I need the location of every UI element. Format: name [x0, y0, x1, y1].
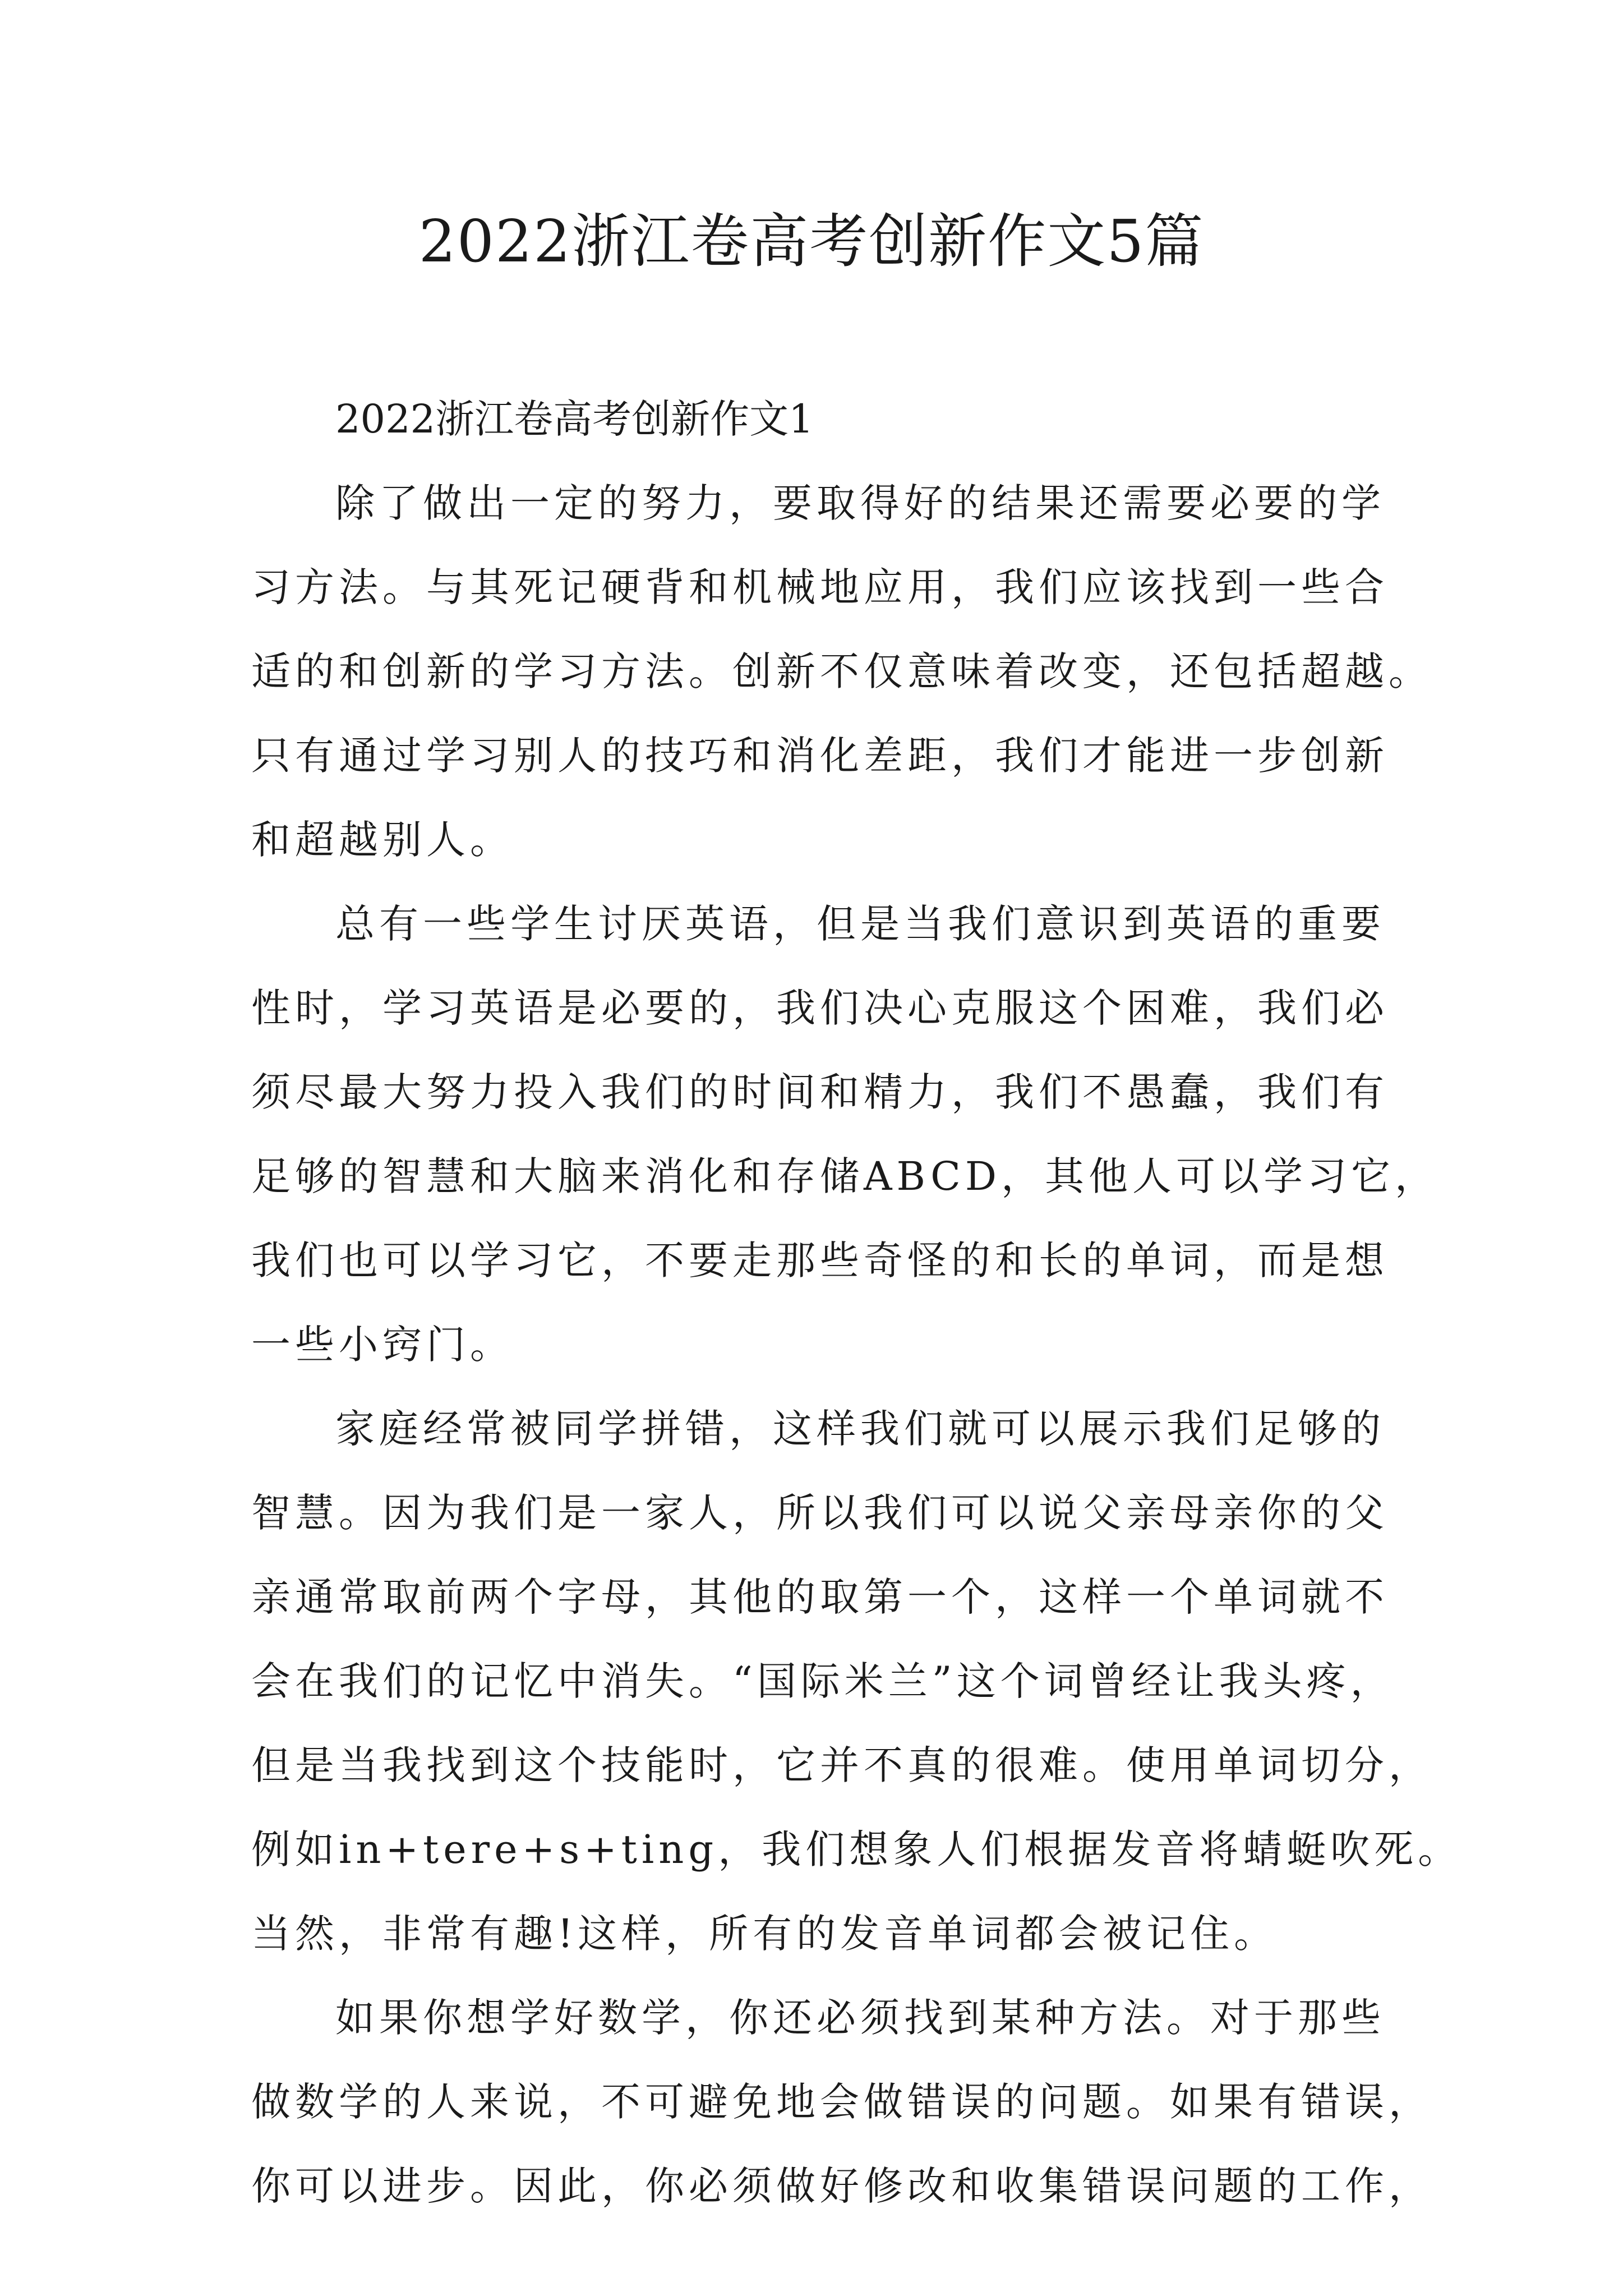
paragraph-line: 例如in+tere+s+ting，我们想象人们根据发音将蜻蜓吹死。	[251, 1826, 1462, 1872]
paragraph-line: 须尽最大努力投入我们的时间和精力，我们不愚蠢，我们有	[251, 1069, 1389, 1115]
paragraph-line: 但是当我找到这个技能时，它并不真的很难。使用单词切分，	[251, 1742, 1432, 1788]
paragraph-line: 亲通常取前两个字母，其他的取第一个，这样一个单词就不	[251, 1574, 1389, 1620]
paragraph-line: 一些小窍门。	[251, 1322, 514, 1368]
paragraph-line: 总有一些学生讨厌英语，但是当我们意识到英语的重要	[335, 901, 1385, 947]
section-heading: 2022浙江卷高考创新作文1	[335, 396, 814, 442]
paragraph-line: 适的和创新的学习方法。创新不仅意味着改变，还包括超越。	[251, 648, 1432, 694]
paragraph-line: 做数学的人来说，不可避免地会做错误的问题。如果有错误，	[251, 2079, 1432, 2125]
paragraph-line: 和超越别人。	[251, 817, 514, 863]
document-title: 2022浙江卷高考创新作文5篇	[418, 207, 1205, 275]
paragraph-4	[251, 1976, 1432, 2228]
document-body	[251, 377, 1462, 2228]
paragraph-line: 习方法。与其死记硬背和机械地应用，我们应该找到一些合	[251, 564, 1389, 610]
paragraph-line: 家庭经常被同学拼错，这样我们就可以展示我们足够的	[335, 1406, 1385, 1452]
paragraph-line: 会在我们的记忆中消失。“国际米兰”这个词曾经让我头疼，	[251, 1658, 1394, 1704]
paragraph-line: 如果你想学好数学，你还必须找到某种方法。对于那些	[335, 1995, 1385, 2041]
paragraph-1	[251, 461, 1432, 882]
paragraph-2	[251, 882, 1438, 1387]
paragraph-line: 性时，学习英语是必要的，我们决心克服这个困难，我们必	[251, 985, 1389, 1031]
paragraph-line: 足够的智慧和大脑来消化和存储ABCD，其他人可以学习它，	[251, 1153, 1438, 1199]
paragraph-line: 只有通过学习别人的技巧和消化差距，我们才能进一步创新	[251, 733, 1389, 779]
paragraph-line: 当然，非常有趣!这样，所有的发音单词都会被记住。	[251, 1911, 1278, 1957]
paragraph-line: 智慧。因为我们是一家人，所以我们可以说父亲母亲你的父	[251, 1490, 1389, 1536]
paragraph-line: 除了做出一定的努力，要取得好的结果还需要必要的学	[335, 480, 1385, 526]
paragraph-3	[251, 1387, 1462, 1976]
paragraph-line: 我们也可以学习它，不要走那些奇怪的和长的单词，而是想	[251, 1237, 1389, 1283]
paragraph-line: 你可以进步。因此，你必须做好修改和收集错误问题的工作，	[251, 2163, 1432, 2209]
